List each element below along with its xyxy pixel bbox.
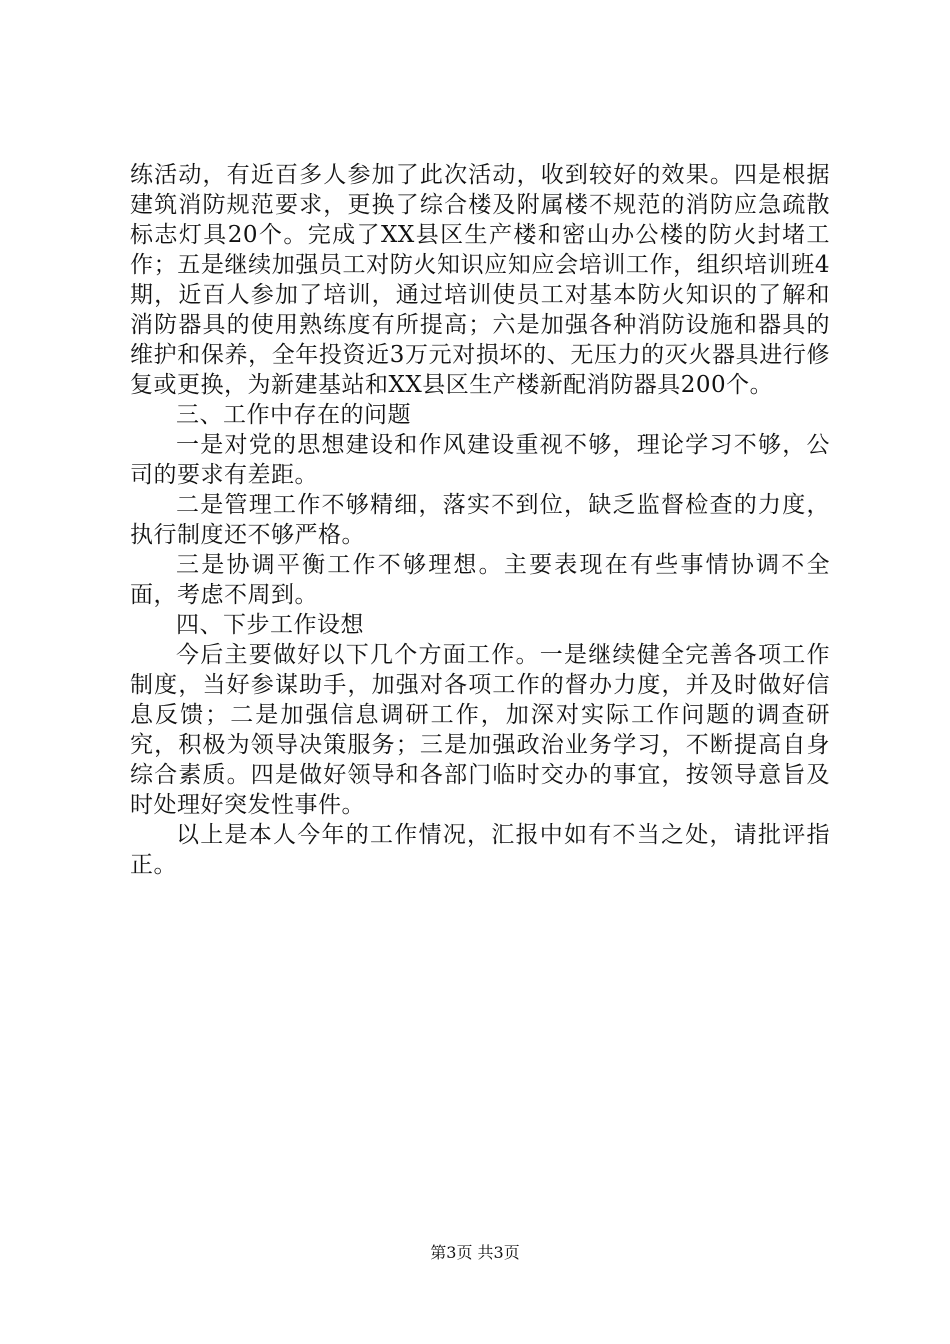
paragraph-closing: 以上是本人今年的工作情况，汇报中如有不当之处，请批评指正。: [130, 822, 830, 878]
section-heading-next-steps: 四、下步工作设想: [176, 612, 364, 638]
page-number-footer: 第3页 共3页: [430, 1243, 520, 1262]
paragraph-problem-two: 二是管理工作不够精细，落实不到位，缺乏监督检查的力度，执行制度还不够严格。: [130, 492, 830, 548]
paragraph-problem-one: 一是对党的思想建设和作风建设重视不够，理论学习不够，公司的要求有差距。: [130, 432, 830, 488]
paragraph-problem-three: 三是协调平衡工作不够理想。主要表现在有些事情协调不全面，考虑不周到。: [130, 552, 830, 608]
paragraph-next-steps: 今后主要做好以下几个方面工作。一是继续健全完善各项工作制度，当好参谋助手，加强对各项工作的督办力度，并及时做好信息反馈；二是加强信息调研工作，加深对实际工作问题的调查研究，积极为领导决策服务；三是加强政治业务学习，不断提高自身综合素质。四是做好领导和各部门临时交办的事宜，按领导意旨及时处理好突发性事件。: [130, 642, 830, 818]
document-page: [130, 160, 830, 880]
section-heading-problems: 三、工作中存在的问题: [176, 402, 411, 428]
paragraph-fire-safety-continued: 练活动，有近百多人参加了此次活动，收到较好的效果。四是根据建筑消防规范要求，更换了综合楼及附属楼不规范的消防应急疏散标志灯具20个。完成了XX县区生产楼和密山办公楼的防火封堵工作；五是继续加强员工对防火知识应知应会培训工作，组织培训班4期，近百人参加了培训，通过培训使员工对基本防火知识的了解和消防器具的使用熟练度有所提高；六是加强各种消防设施和器具的维护和保养，全年投资近3万元对损坏的、无压力的灭火器具进行修复或更换，为新建基站和XX县区生产楼新配消防器具200个。: [130, 162, 830, 398]
